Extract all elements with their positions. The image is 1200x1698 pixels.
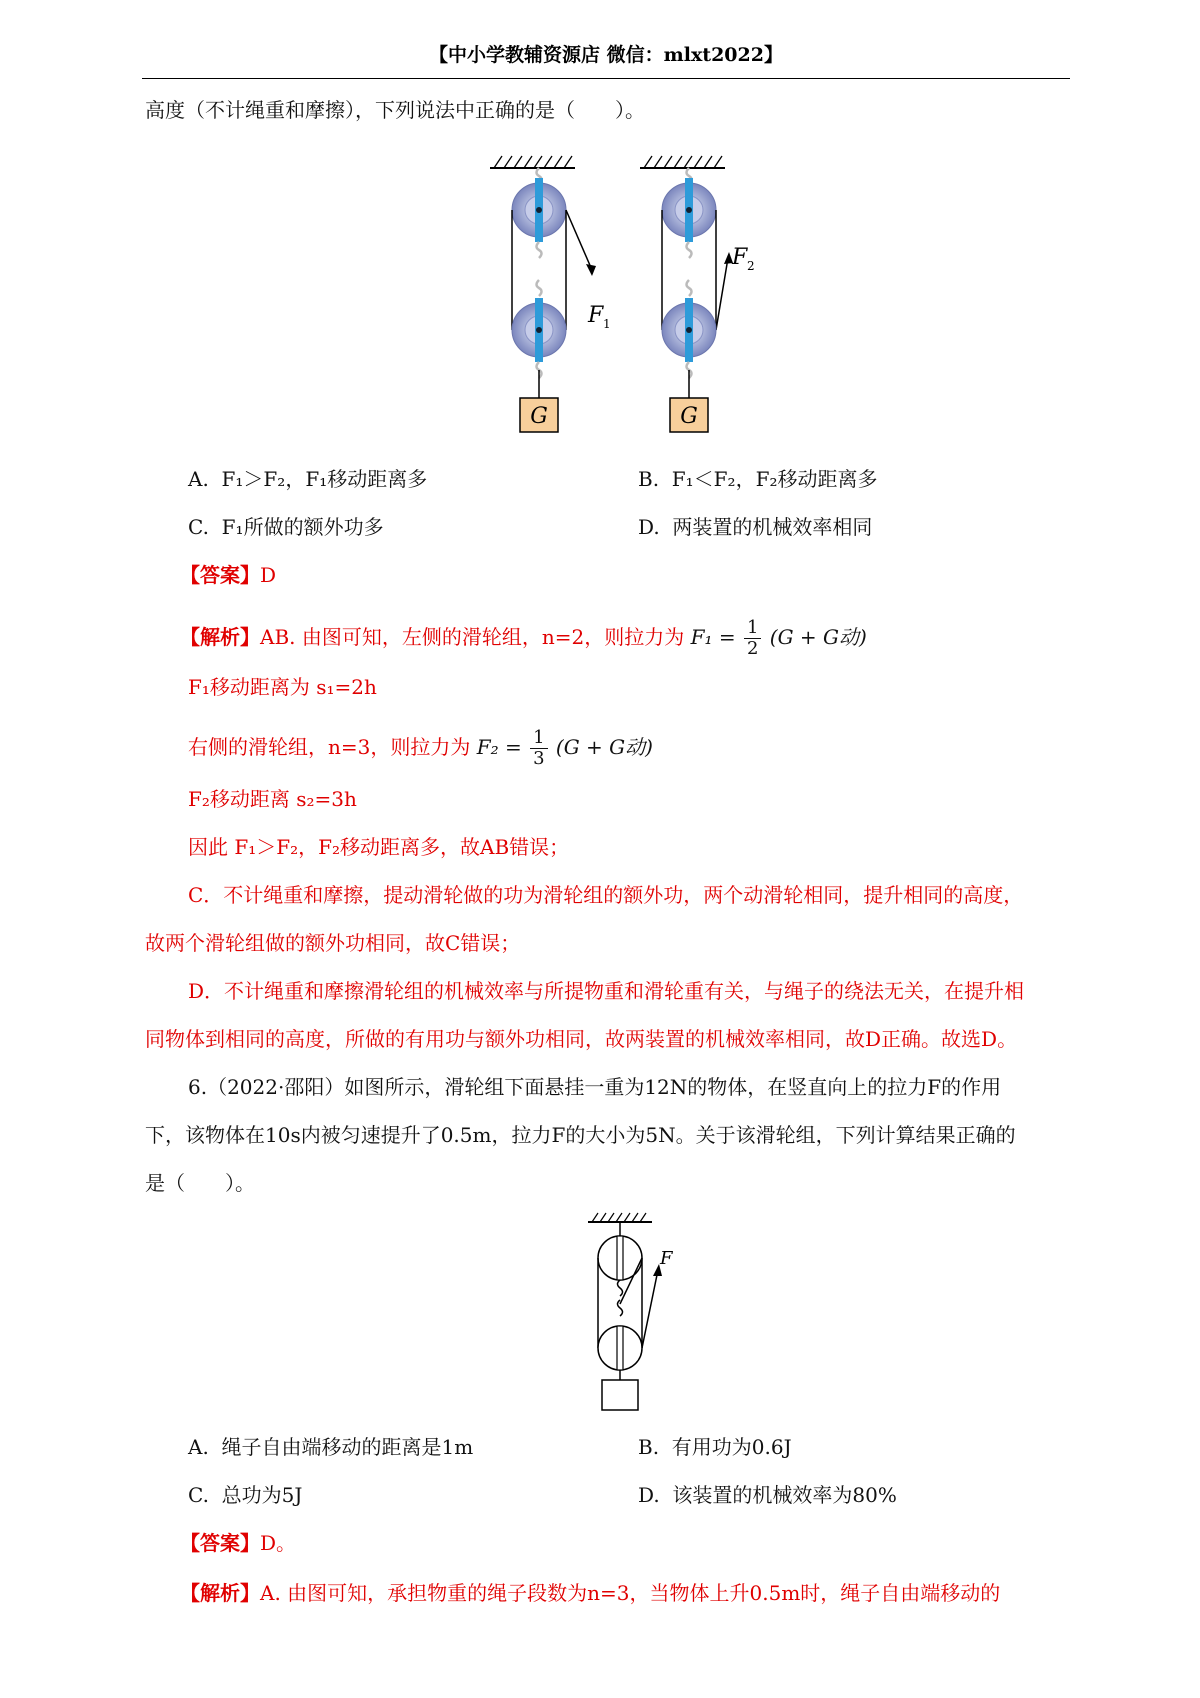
q5-analysis-line-3: 右侧的滑轮组，n=3，则拉力为 F₂ = $\frac{1}{3}$ (G + G动) xyxy=(188,727,653,769)
q5-analysis-line-7b: 同物体到相同的高度，所做的有用功与额外功相同，故两装置的机械效率相同，故D正确。故选D。 xyxy=(145,1027,1018,1051)
left-weight-label: G xyxy=(530,404,548,429)
q6-force-label: F xyxy=(660,1248,673,1269)
q6-option-c: C. 总功为5J xyxy=(188,1483,303,1507)
right-force-sub: 2 xyxy=(747,259,755,273)
q6-option-d: D. 该装置的机械效率为80% xyxy=(638,1483,897,1507)
right-pulley-system xyxy=(640,156,755,432)
left-force-sub: 1 xyxy=(603,317,611,331)
formula-2: F₂ = $\frac{1}{3}$ (G + G动) xyxy=(476,727,653,769)
q6-answer: 【答案】D。 xyxy=(180,1531,297,1555)
right-weight-label: G xyxy=(680,404,698,429)
q5-analysis-line-7a: D．不计绳重和摩擦滑轮组的机械效率与所提物重和滑轮重有关，与绳子的绕法无关，在提升相 xyxy=(188,979,1025,1003)
q6-stem-line-2: 下，该物体在10s内被匀速提升了0.5m，拉力F的大小为5N。关于该滑轮组，下列计算结果正确的 xyxy=(145,1123,1016,1147)
q5-option-b: B. F₁＜F₂，F₂移动距离多 xyxy=(638,467,878,491)
q5-analysis-line-4: F₂移动距离 s₂=3h xyxy=(188,787,357,811)
q5-analysis-line-6a: C．不计绳重和摩擦，提动滑轮做的功为滑轮组的额外功，两个动滑轮相同，提升相同的高度， xyxy=(188,883,1024,907)
q6-pulley-figure xyxy=(580,1208,690,1414)
left-force-label: F xyxy=(588,303,604,328)
q5-analysis-line-6b: 故两个滑轮组做的额外功相同，故C错误； xyxy=(145,931,521,955)
q5-analysis-line-5: 因此 F₁＞F₂，F₂移动距离多，故AB错误； xyxy=(188,835,570,859)
q5-stem-end: 高度（不计绳重和摩擦），下列说法中正确的是（ ）。 xyxy=(145,98,645,122)
q5-answer: 【答案】D xyxy=(180,563,277,587)
q5-analysis-line-2: F₁移动距离为 s₁=2h xyxy=(188,675,377,699)
q6-option-b: B. 有用功为0.6J xyxy=(638,1435,792,1459)
q5-option-c: C. F₁所做的额外功多 xyxy=(188,515,384,539)
q5-option-d: D. 两装置的机械效率相同 xyxy=(638,515,873,539)
formula-1: F₁ = $\frac{1}{2}$ (G + G动) xyxy=(690,617,867,659)
q5-pulley-figure xyxy=(470,140,760,450)
q5-option-a: A. F₁＞F₂，F₁移动距离多 xyxy=(188,467,428,491)
left-pulley-system xyxy=(490,156,611,432)
q6-stem-line-3: 是（ ）。 xyxy=(145,1171,255,1195)
q6-analysis-line-1: 【解析】A. 由图可知，承担物重的绳子段数为n=3，当物体上升0.5m时，绳子自由端移动的 xyxy=(180,1581,1001,1605)
q6-option-a: A. 绳子自由端移动的距离是1m xyxy=(188,1435,474,1459)
page-header: 【中小学教辅资源店 微信：mlxt2022】 xyxy=(142,40,1070,79)
q6-stem-line-1: 6.（2022·邵阳）如图所示，滑轮组下面悬挂一重为12N的物体，在竖直向上的拉力F的作用 xyxy=(188,1075,1002,1099)
q5-analysis-line-1: 【解析】AB. 由图可知，左侧的滑轮组，n=2，则拉力为 F₁ = $\frac{1}{2}$ (G + G动) xyxy=(180,617,867,659)
right-force-label: F xyxy=(732,245,748,270)
